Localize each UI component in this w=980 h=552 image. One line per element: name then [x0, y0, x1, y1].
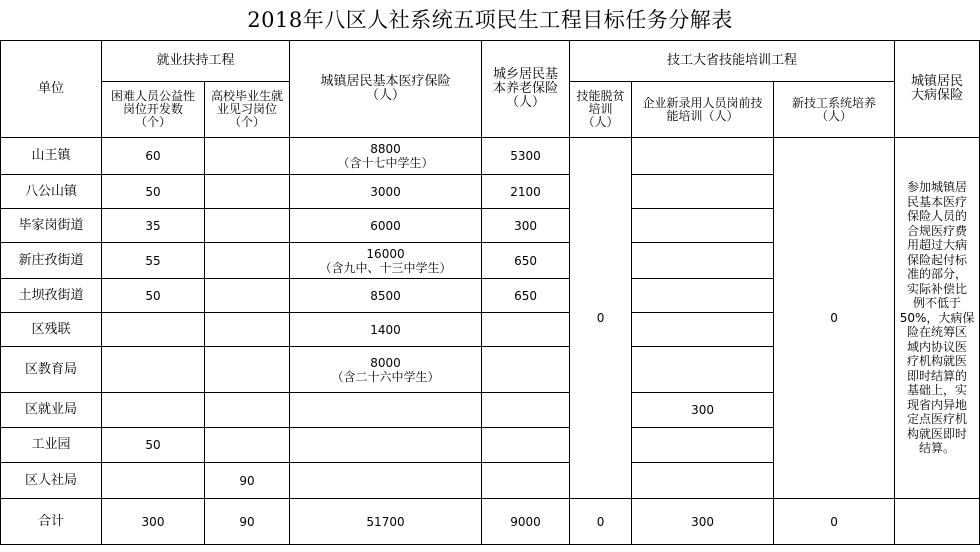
total-new-tech: 0: [774, 499, 895, 545]
note-line: 构就医即时: [907, 426, 968, 441]
header-poverty-line: 培训: [588, 102, 613, 116]
header-public-line: 困难人员公益性: [110, 89, 195, 103]
header-medical-line: （人）: [366, 88, 406, 103]
header-skills-poverty: [570, 82, 632, 138]
cell-medical-line: 8500: [370, 288, 401, 303]
note-line: 基础上，实: [907, 383, 968, 398]
cell-public: [102, 463, 205, 499]
header-critical-line: 城镇居民: [911, 74, 964, 89]
cell-public: [102, 347, 205, 393]
cell-grad: [205, 243, 290, 279]
cell-medical: [290, 393, 482, 428]
note-line: 域内协议医: [907, 339, 968, 354]
header-medical-line: 城镇居民基本医疗保险: [320, 74, 451, 89]
header-public-line: （个）: [134, 115, 171, 129]
cell-public: 50: [102, 279, 205, 313]
cell-pension: 5300: [482, 138, 570, 175]
cell-medical: [290, 428, 482, 463]
cell-pension: 300: [482, 209, 570, 243]
header-skills-new-tech: [774, 82, 895, 138]
cell-unit: 区就业局: [1, 393, 102, 428]
cell-unit: 区人社局: [1, 463, 102, 499]
cell-grad: [205, 279, 290, 313]
header-grad-line: （个）: [229, 115, 266, 129]
note-line: 疗机构就医: [907, 354, 968, 369]
cell-unit: 八公山镇: [1, 175, 102, 209]
header-new-tech-line: （人）: [816, 108, 853, 123]
header-critical-illness: [895, 41, 980, 138]
note-line: 例不低于: [913, 296, 962, 311]
total-row: [1, 499, 980, 545]
note-line: 结算。: [919, 441, 956, 456]
note-line: 保险起付标: [907, 252, 968, 267]
note-line: 保险人员的: [907, 209, 968, 224]
cell-new-hire: [632, 313, 774, 347]
cell-unit: 区残联: [1, 313, 102, 347]
total-poverty: 0: [570, 499, 632, 545]
note-line: 现省内异地: [907, 397, 968, 412]
cell-pension: [482, 313, 570, 347]
cell-pension: 650: [482, 243, 570, 279]
cell-grad: [205, 428, 290, 463]
note-line: 民基本医疗: [907, 194, 968, 209]
header-employment-public: [102, 82, 205, 138]
cell-public: [102, 393, 205, 428]
cell-unit: 毕家岗街道: [1, 209, 102, 243]
cell-unit: 山王镇: [1, 138, 102, 175]
cell-medical: [290, 138, 482, 175]
total-new-hire: 300: [632, 499, 774, 545]
cell-medical: [290, 347, 482, 393]
header-skills-new-hire: [632, 82, 774, 138]
total-label: 合计: [1, 499, 102, 545]
cell-grad: [205, 347, 290, 393]
cell-grad: 90: [205, 463, 290, 499]
cell-medical: [290, 313, 482, 347]
cell-new-hire: [632, 463, 774, 499]
cell-pension: 650: [482, 279, 570, 313]
cell-public: [102, 313, 205, 347]
cell-unit: 工业园: [1, 428, 102, 463]
total-grad: 90: [205, 499, 290, 545]
cell-medical-line: 8000: [370, 355, 401, 370]
header-employment-grad: [205, 82, 290, 138]
header-pension-line: 本养老保险: [493, 81, 559, 96]
cell-new-hire: [632, 138, 774, 175]
header-critical-line: 大病保险: [911, 88, 964, 103]
total-medical: 51700: [290, 499, 482, 545]
header-public-line: 岗位开发数: [122, 102, 183, 116]
cell-medical-line: 16000: [366, 246, 405, 261]
cell-new-hire: 300: [632, 393, 774, 428]
cell-medical-line: 6000: [370, 218, 401, 233]
total-critical: [895, 499, 980, 545]
cell-new-hire: [632, 428, 774, 463]
note-line: 准的部分，: [907, 267, 968, 282]
header-poverty-line: （人）: [582, 115, 619, 129]
cell-medical-line: 3000: [370, 184, 401, 199]
cell-medical: [290, 279, 482, 313]
cell-pension: [482, 463, 570, 499]
note-line: 50%，大病保: [899, 310, 975, 325]
cell-grad: [205, 175, 290, 209]
cell-poverty-training-merged: 0: [570, 138, 632, 499]
table-title: 2018年八区人社系统五项民生工程目标任务分解表: [247, 8, 733, 32]
note-line: 险在统筹区: [907, 325, 968, 340]
cell-new-hire: [632, 279, 774, 313]
total-public: 300: [102, 499, 205, 545]
cell-pension: [482, 393, 570, 428]
cell-unit: 区教育局: [1, 347, 102, 393]
cell-new-hire: [632, 243, 774, 279]
cell-medical: [290, 175, 482, 209]
cell-pension: [482, 428, 570, 463]
note-line: 即时结算的: [907, 368, 968, 383]
cell-pension: [482, 347, 570, 393]
cell-unit: 土坝孜街道: [1, 279, 102, 313]
header-pension-line: 城乡居民基: [493, 67, 559, 82]
cell-medical-line: （含九中、十三中学生）: [319, 260, 452, 275]
header-medical: [290, 41, 482, 138]
cell-medical-line: 1400: [370, 322, 401, 337]
cell-public: 60: [102, 138, 205, 175]
cell-grad: [205, 209, 290, 243]
cell-grad: [205, 313, 290, 347]
header-new-hire-line: 能培训（人）: [666, 108, 739, 123]
task-table: [0, 40, 980, 545]
note-line: 用超过大病: [907, 238, 968, 253]
cell-new-hire: [632, 209, 774, 243]
header-pension: [482, 41, 570, 138]
header-employment-group: 就业扶持工程: [102, 41, 290, 82]
cell-public: 50: [102, 175, 205, 209]
header-grad-line: 高校毕业生就: [211, 89, 284, 103]
cell-unit: 新庄孜街道: [1, 243, 102, 279]
header-pension-line: （人）: [506, 95, 546, 110]
cell-critical-illness-note: [895, 138, 980, 499]
header-skills-group: 技工大省技能培训工程: [570, 41, 895, 82]
cell-medical-line: （含二十六中学生）: [331, 369, 440, 384]
cell-public: 55: [102, 243, 205, 279]
cell-medical: [290, 463, 482, 499]
cell-medical-line: （含十七中学生）: [337, 156, 434, 170]
header-row-1: [1, 41, 980, 82]
cell-grad: [205, 393, 290, 428]
cell-new-tech-merged: 0: [774, 138, 895, 499]
header-new-tech-line: 新技工系统培养: [792, 95, 877, 110]
note-line: 参加城镇居: [907, 180, 968, 195]
note-line: 定点医疗机: [907, 412, 968, 427]
cell-medical: [290, 243, 482, 279]
cell-grad: [205, 138, 290, 175]
note-line: 实际补偿比: [907, 281, 968, 296]
cell-public: 35: [102, 209, 205, 243]
header-unit: 单位: [1, 41, 102, 138]
cell-medical-line: 8800: [370, 142, 401, 156]
cell-medical: [290, 209, 482, 243]
header-poverty-line: 技能脱贫: [576, 89, 625, 103]
table-row: [1, 138, 980, 175]
cell-public: 50: [102, 428, 205, 463]
cell-new-hire: [632, 175, 774, 209]
cell-new-hire: [632, 347, 774, 393]
header-new-hire-line: 企业新录用人员岗前技: [642, 95, 763, 110]
header-grad-line: 业见习岗位: [217, 102, 278, 116]
cell-pension: 2100: [482, 175, 570, 209]
note-line: 合规医疗费: [907, 223, 968, 238]
total-pension: 9000: [482, 499, 570, 545]
